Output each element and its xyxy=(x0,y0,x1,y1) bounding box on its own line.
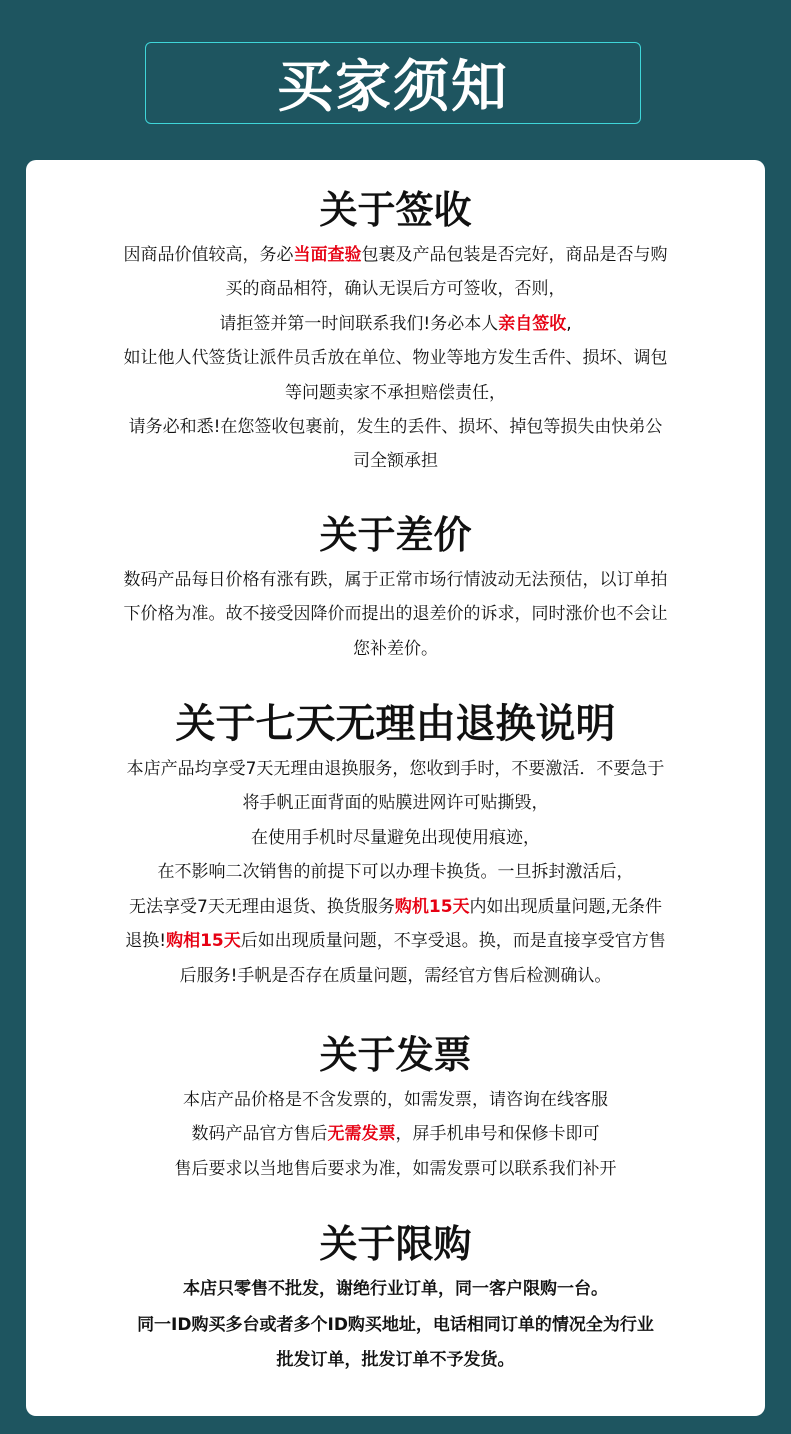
section-signing xyxy=(26,182,765,479)
body-line xyxy=(26,376,765,410)
text-segment: 批发订单，批发订单不予发货。 xyxy=(276,1350,515,1371)
section-purchase-limit xyxy=(26,1216,765,1379)
text-segment: 本店产品均享受7天无理由退换服务，您收到手时，不要激活．不要急于 xyxy=(126,759,665,780)
text-segment: 因商品价值较高，务必 xyxy=(123,245,294,265)
section-body xyxy=(26,1272,765,1379)
body-line xyxy=(26,1117,765,1151)
text-segment: 您补差价。 xyxy=(353,638,438,659)
text-segment: 内如出现质量问题,无条件 xyxy=(469,896,662,917)
text-segment: 请务必和悉!在您签收包裹前，发生的丢件、损坏、掉包等损失由快弟公 xyxy=(128,417,663,438)
highlight-text: 无需发票 xyxy=(327,1124,396,1145)
body-line xyxy=(26,307,765,341)
body-line xyxy=(26,821,765,855)
notice-card xyxy=(26,160,765,1416)
text-segment: 下价格为准。故不接受因降价而提出的退差价的诉求，同时涨价也不会让 xyxy=(123,604,668,625)
text-segment: 数码产品官方售后 xyxy=(191,1124,328,1145)
body-line xyxy=(26,597,765,631)
text-segment: 买的商品相符，确认无误后方可签收，否则， xyxy=(225,279,566,300)
body-line xyxy=(26,563,765,597)
text-segment: 后服务!手帆是否存在质量问题，需经官方售后检测确认。 xyxy=(179,965,612,986)
body-line xyxy=(26,924,765,958)
body-line xyxy=(26,1152,765,1186)
body-line xyxy=(26,272,765,306)
section-title: 关于差价 xyxy=(319,512,472,557)
section-price-difference xyxy=(26,507,765,666)
highlight-text: 购相15天 xyxy=(166,931,241,952)
section-title: 关于签收 xyxy=(319,188,472,232)
page-title: 买家须知 xyxy=(277,55,509,120)
body-line xyxy=(26,890,765,924)
text-segment: 售后要求以当地售后要求为准，如需发票可以联系我们补开 xyxy=(174,1158,617,1179)
section-title: 关于限购 xyxy=(319,1222,472,1267)
text-segment: 将手帆正面背面的贴膜进网许可贴撕毁， xyxy=(242,793,549,814)
section-invoice xyxy=(26,1027,765,1186)
text-segment: 退换! xyxy=(125,931,167,952)
text-segment: ，屏手机串号和保修卡即可 xyxy=(395,1124,600,1145)
text-segment: 后如出现质量问题，不享受退。换，而是直接享受官方售 xyxy=(240,931,666,952)
highlight-text: 当面查验 xyxy=(293,245,362,265)
highlight-text: 亲自签收 xyxy=(498,313,567,334)
body-line xyxy=(26,752,765,786)
body-line xyxy=(26,410,765,444)
body-line xyxy=(26,238,765,272)
text-segment: , xyxy=(566,313,572,334)
body-line xyxy=(26,1083,765,1117)
body-line xyxy=(26,1308,765,1344)
text-segment: 包裹及产品包装是否完好，商品是否与购 xyxy=(361,245,668,265)
text-segment: 请拒签并第一时间联系我们!务必本人 xyxy=(219,313,499,334)
highlight-text: 购机15天 xyxy=(394,896,470,917)
section-body xyxy=(26,752,765,993)
body-line xyxy=(26,632,765,666)
text-segment: 司全额承担 xyxy=(353,451,438,472)
text-segment: 本店产品价格是不含发票的，如需发票，请咨询在线客服 xyxy=(183,1089,608,1110)
section-body xyxy=(26,1083,765,1186)
body-line xyxy=(26,959,765,993)
body-line xyxy=(26,444,765,478)
section-title: 关于发票 xyxy=(319,1032,472,1077)
body-line xyxy=(26,1343,765,1379)
text-segment: 本店只零售不批发，谢绝行业订单，同一客户限购一台。 xyxy=(183,1279,608,1300)
text-segment: 如让他人代签货让派件员舌放在单位、物业等地方发生舌件、损坏、调包 xyxy=(123,348,668,369)
body-line xyxy=(26,1272,765,1308)
text-segment: 无法享受7天无理由退货、换货服务 xyxy=(129,896,395,917)
header-banner xyxy=(145,42,641,124)
text-segment: 在不影响二次销售的前提下可以办理卡换货。一旦拆封激活后， xyxy=(157,862,634,883)
section-title: 关于七天无理由退换说明 xyxy=(175,701,616,748)
text-segment: 在使用手机时尽量避免出现使用痕迹， xyxy=(251,827,540,848)
body-line xyxy=(26,855,765,889)
text-segment: 同一ID购买多台或者多个ID购买地址，电话相同订单的情况全为行业 xyxy=(137,1314,654,1335)
text-segment: 等问题卖家不承担赔偿责任， xyxy=(285,382,506,403)
section-body xyxy=(26,238,765,479)
section-body xyxy=(26,563,765,666)
text-segment: 数码产品每日价格有涨有跌，属于正常市场行情波动无法预估，以订单拍 xyxy=(123,569,668,590)
section-seven-day-return xyxy=(26,696,765,993)
body-line xyxy=(26,341,765,375)
body-line xyxy=(26,786,765,820)
